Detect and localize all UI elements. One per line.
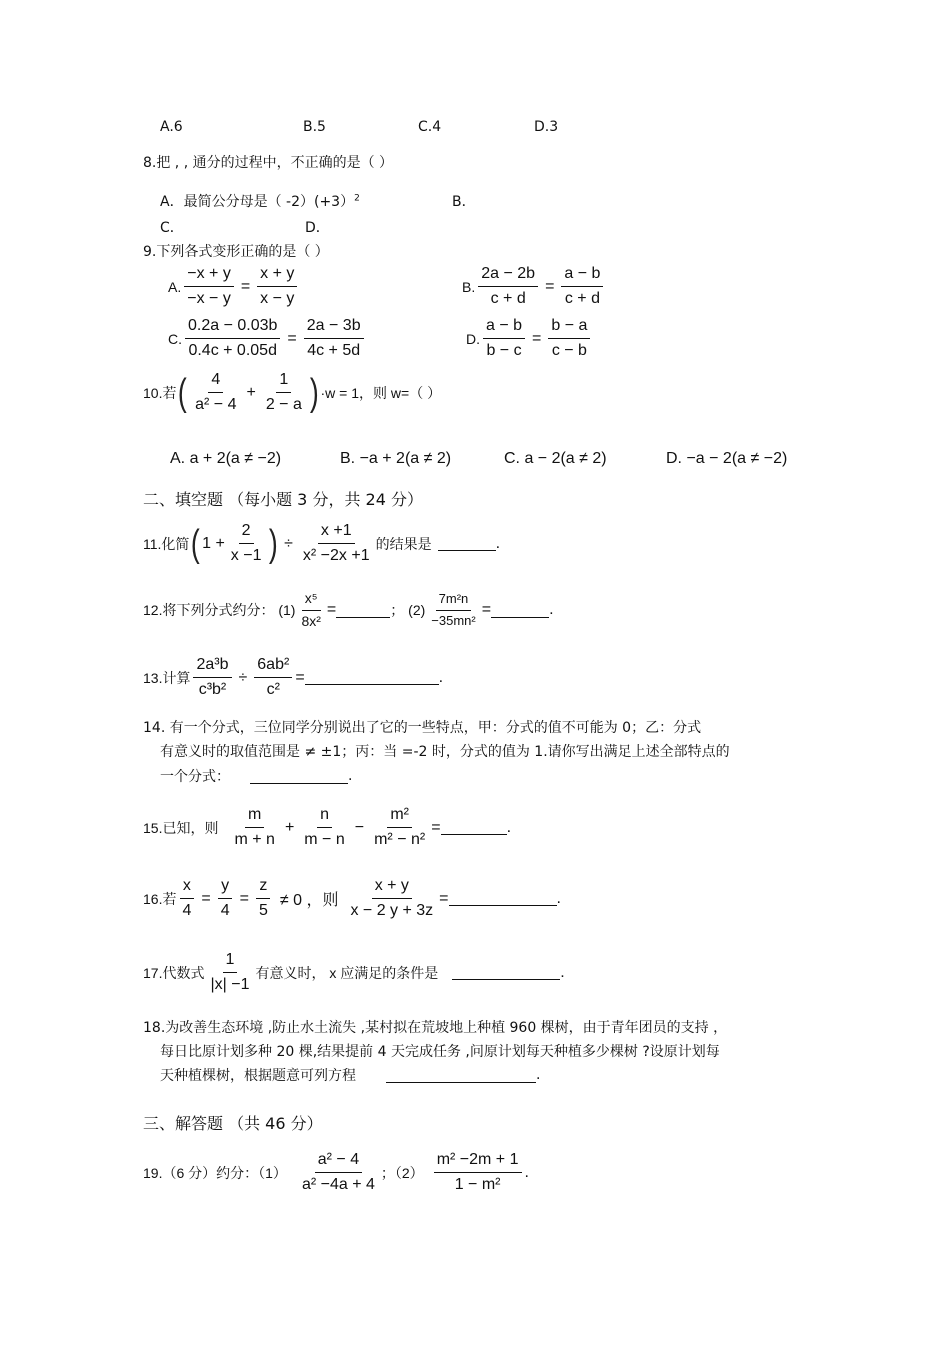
q9-stem: 9.下列各式变形正确的是（ ） bbox=[143, 244, 329, 260]
answer-blank-2[interactable] bbox=[491, 603, 549, 618]
q9-option-d bbox=[466, 316, 593, 361]
answer-blank[interactable] bbox=[386, 1068, 536, 1083]
plus-sign: + bbox=[284, 818, 295, 836]
equals-sign: = bbox=[439, 889, 449, 907]
q9-b-right-fraction bbox=[561, 264, 603, 309]
right-paren: ) bbox=[269, 522, 279, 565]
numerator: 2a³b bbox=[193, 655, 231, 678]
numerator: 0.2a − 0.03b bbox=[185, 316, 280, 339]
q16-target-fraction bbox=[347, 876, 436, 921]
q17-fraction bbox=[207, 950, 252, 995]
numerator: n bbox=[317, 805, 332, 828]
period: . bbox=[560, 963, 565, 981]
q16 bbox=[143, 876, 561, 921]
q9-a-right-fraction bbox=[257, 264, 297, 309]
q18-line-3-text: 天种植棵树，根据题意可列方程 bbox=[160, 1068, 356, 1084]
q11-prefix: 11.化简 bbox=[143, 535, 190, 552]
denominator: x − y bbox=[260, 290, 295, 307]
q15-prefix: 15.已知，则 bbox=[143, 819, 219, 836]
q7-option-c: C.4 bbox=[418, 119, 442, 135]
q12-prefix: 12.将下列分式约分： (1) bbox=[143, 602, 296, 618]
numerator: m² −2m + 1 bbox=[434, 1150, 522, 1173]
q18-line-1: 18.为改善生态环境 ,防止水土流失 ,某村拟在荒坡地上种植 960 棵树，由于青年团员的支持 ， bbox=[143, 1020, 728, 1036]
q9-c-label: C. bbox=[168, 330, 182, 347]
denominator: 4c + 5d bbox=[307, 342, 361, 359]
denominator: m + n bbox=[234, 831, 275, 848]
plus-sign: + bbox=[246, 383, 256, 401]
right-paren: ) bbox=[309, 371, 319, 414]
answer-blank[interactable] bbox=[305, 670, 439, 685]
q10-option-a: A. a + 2(a ≠ −2) bbox=[170, 450, 282, 467]
left-paren: ( bbox=[191, 522, 201, 565]
q9-option-c bbox=[168, 316, 367, 361]
q14-line-3-text: 一个分式： bbox=[160, 769, 230, 785]
q17-suffix: 有意义时， x 应满足的条件是 bbox=[255, 964, 439, 981]
denominator: a² −4a + 4 bbox=[301, 1176, 375, 1193]
numerator: 4 bbox=[208, 370, 223, 393]
denominator: c³b² bbox=[198, 681, 227, 698]
equals-sign: = bbox=[240, 277, 251, 295]
numerator: 2 bbox=[239, 521, 254, 544]
numerator: a − b bbox=[483, 316, 525, 339]
equals-sign: = bbox=[295, 668, 305, 686]
q15-fraction-2 bbox=[301, 805, 347, 850]
answer-blank[interactable] bbox=[441, 820, 507, 835]
q8-option-d: D． bbox=[305, 220, 330, 236]
q17 bbox=[143, 950, 565, 995]
q10-option-d: D. −a − 2(a ≠ −2) bbox=[666, 450, 788, 467]
q9-b-left-fraction bbox=[478, 264, 538, 309]
q19-prefix: 19.（6 分）约分：（1） bbox=[143, 1164, 287, 1181]
q13 bbox=[143, 655, 443, 700]
q9-b-label: B. bbox=[462, 278, 476, 295]
q18-line-2: 每日比原计划多种 20 棵,结果提前 4 天完成任务 ,问原计划每天种植多少棵树 ?设原计划每 bbox=[160, 1044, 720, 1060]
q15-fraction-3 bbox=[371, 805, 428, 850]
divide-sign: ÷ bbox=[238, 668, 248, 686]
equals-sign: = bbox=[326, 601, 337, 618]
denominator: −35mn² bbox=[431, 612, 476, 628]
q10-option-b: B. −a + 2(a ≠ 2) bbox=[340, 450, 452, 467]
denominator: c − b bbox=[551, 342, 587, 359]
q16-fraction-x bbox=[179, 876, 194, 921]
q14-line-3 bbox=[160, 766, 352, 786]
q9-option-b bbox=[462, 264, 606, 309]
answer-blank[interactable] bbox=[438, 536, 496, 551]
denominator: 2 − a bbox=[265, 396, 302, 413]
equals-sign: = bbox=[545, 277, 555, 295]
q9-c-right-fraction bbox=[304, 316, 364, 361]
q10-suffix: ·w = 1，则 w=（ ） bbox=[320, 384, 442, 401]
numerator: a² − 4 bbox=[315, 1150, 362, 1173]
period: . bbox=[506, 818, 512, 836]
q13-fraction-2 bbox=[254, 655, 292, 700]
q19-fraction-1 bbox=[299, 1150, 378, 1195]
q16-fraction-y bbox=[218, 876, 233, 921]
section-2-heading: 二、填空题 （每小题 3 分，共 24 分） bbox=[143, 490, 423, 509]
divide-sign: ÷ bbox=[284, 534, 293, 552]
q19 bbox=[143, 1150, 529, 1195]
q8-option-c: C． bbox=[160, 220, 184, 236]
q14-line-1: 14. 有一个分式，三位同学分别说出了它的一些特点，甲：分式的值不可能为 0；乙：分式 bbox=[143, 720, 702, 736]
q12 bbox=[143, 590, 554, 630]
denominator: m² − n² bbox=[374, 831, 426, 848]
q12-fraction-1 bbox=[298, 590, 323, 630]
denominator: x − 2 y + 3z bbox=[350, 902, 434, 919]
equals-sign: = bbox=[287, 329, 297, 347]
q8-option-a-text: A．最简公分母是（ -2）(+3） bbox=[160, 194, 355, 210]
numerator: x + y bbox=[257, 264, 297, 287]
period: . bbox=[524, 1163, 529, 1181]
numerator: −x + y bbox=[184, 264, 234, 287]
numerator: y bbox=[218, 876, 232, 899]
denominator: m − n bbox=[304, 831, 345, 848]
period: . bbox=[549, 601, 554, 618]
q7-option-a: A.6 bbox=[160, 119, 183, 135]
numerator: 2a − 3b bbox=[304, 316, 364, 339]
numerator: 1 bbox=[223, 950, 238, 973]
q19-mid: ；（2） bbox=[380, 1164, 424, 1181]
equals-sign: = bbox=[431, 818, 441, 836]
q18-line-3 bbox=[160, 1065, 540, 1085]
numerator: m bbox=[245, 805, 264, 828]
numerator: 6ab² bbox=[254, 655, 292, 678]
denominator: 5 bbox=[258, 902, 268, 919]
denominator: a² − 4 bbox=[195, 396, 237, 413]
q11-fraction-2 bbox=[300, 521, 373, 566]
q10-stem bbox=[143, 370, 441, 415]
q13-prefix: 13.计算 bbox=[143, 669, 191, 686]
denominator: 4 bbox=[220, 902, 230, 919]
equals-sign: = bbox=[481, 601, 492, 618]
numerator: x + y bbox=[372, 876, 412, 899]
q9-d-left-fraction bbox=[483, 316, 525, 361]
period: . bbox=[438, 668, 444, 686]
q8-option-a-sup: 2 bbox=[354, 193, 360, 204]
denominator: c² bbox=[266, 681, 280, 698]
denominator: b − c bbox=[486, 342, 522, 359]
numerator: z bbox=[256, 876, 270, 899]
denominator: |x| −1 bbox=[210, 976, 250, 993]
denominator: x² −2x +1 bbox=[302, 547, 370, 564]
denominator: x −1 bbox=[230, 547, 262, 564]
q14-line-2: 有意义时的取值范围是 ≠ ±1；丙：当 =-2 时，分式的值为 1.请你写出满足上述全部特点的 bbox=[160, 744, 730, 760]
q16-fraction-z bbox=[256, 876, 271, 921]
denominator: 0.4c + 0.05d bbox=[188, 342, 277, 359]
numerator: 2a − 2b bbox=[478, 264, 538, 287]
numerator: m² bbox=[387, 805, 412, 828]
q9-option-a bbox=[168, 264, 300, 309]
q9-a-left-fraction bbox=[184, 264, 234, 309]
equals-sign: = bbox=[532, 329, 542, 347]
denominator: 8x² bbox=[301, 612, 321, 629]
q10-fraction-1 bbox=[192, 370, 239, 415]
q11-fraction-1 bbox=[228, 521, 265, 566]
q10-option-c: C. a − 2(a ≠ 2) bbox=[504, 450, 607, 467]
q11-suffix: 的结果是 bbox=[375, 535, 432, 552]
q8-stem: 8.把 , , 通分的过程中，不正确的是（ ） bbox=[143, 155, 394, 171]
answer-blank[interactable] bbox=[250, 769, 348, 784]
q9-c-left-fraction bbox=[185, 316, 280, 361]
q19-fraction-2 bbox=[434, 1150, 522, 1195]
denominator: −x − y bbox=[187, 290, 231, 307]
numerator: 7m²n bbox=[436, 591, 472, 610]
q10-fraction-2 bbox=[263, 370, 305, 415]
q16-prefix: 16.若 bbox=[143, 890, 177, 907]
q15-fraction-1 bbox=[231, 805, 277, 850]
q11 bbox=[143, 521, 500, 566]
q7-option-d: D.3 bbox=[534, 119, 559, 135]
q9-d-right-fraction bbox=[548, 316, 590, 361]
q8-option-b: B． bbox=[452, 194, 476, 210]
period: . bbox=[556, 889, 561, 907]
answer-blank-1[interactable] bbox=[336, 603, 390, 618]
numerator: x bbox=[180, 876, 194, 899]
denominator: 1 − m² bbox=[454, 1176, 501, 1193]
numerator: x⁵ bbox=[302, 590, 321, 611]
q15 bbox=[143, 805, 511, 850]
equals-sign: = bbox=[239, 889, 249, 907]
q9-d-label: D. bbox=[466, 330, 480, 347]
numerator: b − a bbox=[548, 316, 590, 339]
q7-option-b: B.5 bbox=[303, 119, 326, 135]
q8-option-a bbox=[160, 191, 360, 211]
numerator: x +1 bbox=[318, 521, 355, 544]
q9-a-label: A. bbox=[168, 278, 182, 295]
minus-sign: − bbox=[354, 818, 365, 836]
equals-sign: = bbox=[201, 889, 211, 907]
q12-fraction-2 bbox=[428, 591, 478, 629]
one: 1 + bbox=[202, 534, 225, 552]
denominator: c + d bbox=[490, 290, 526, 307]
q16-condition: ≠ 0 ，则 bbox=[279, 892, 339, 909]
denominator: c + d bbox=[564, 290, 600, 307]
answer-blank[interactable] bbox=[449, 891, 557, 906]
q12-mid: ； (2) bbox=[390, 602, 426, 618]
q13-fraction-1 bbox=[193, 655, 231, 700]
q17-prefix: 17.代数式 bbox=[143, 964, 205, 981]
numerator: 1 bbox=[276, 370, 291, 393]
denominator: 4 bbox=[182, 902, 192, 919]
numerator: a − b bbox=[561, 264, 603, 287]
left-paren: ( bbox=[178, 371, 188, 414]
q10-prefix: 10.若 bbox=[143, 384, 177, 401]
period: . bbox=[536, 1067, 541, 1083]
period: . bbox=[495, 534, 501, 552]
answer-blank[interactable] bbox=[452, 965, 560, 980]
period: . bbox=[348, 768, 353, 784]
section-3-heading: 三、解答题 （共 46 分） bbox=[143, 1114, 323, 1133]
